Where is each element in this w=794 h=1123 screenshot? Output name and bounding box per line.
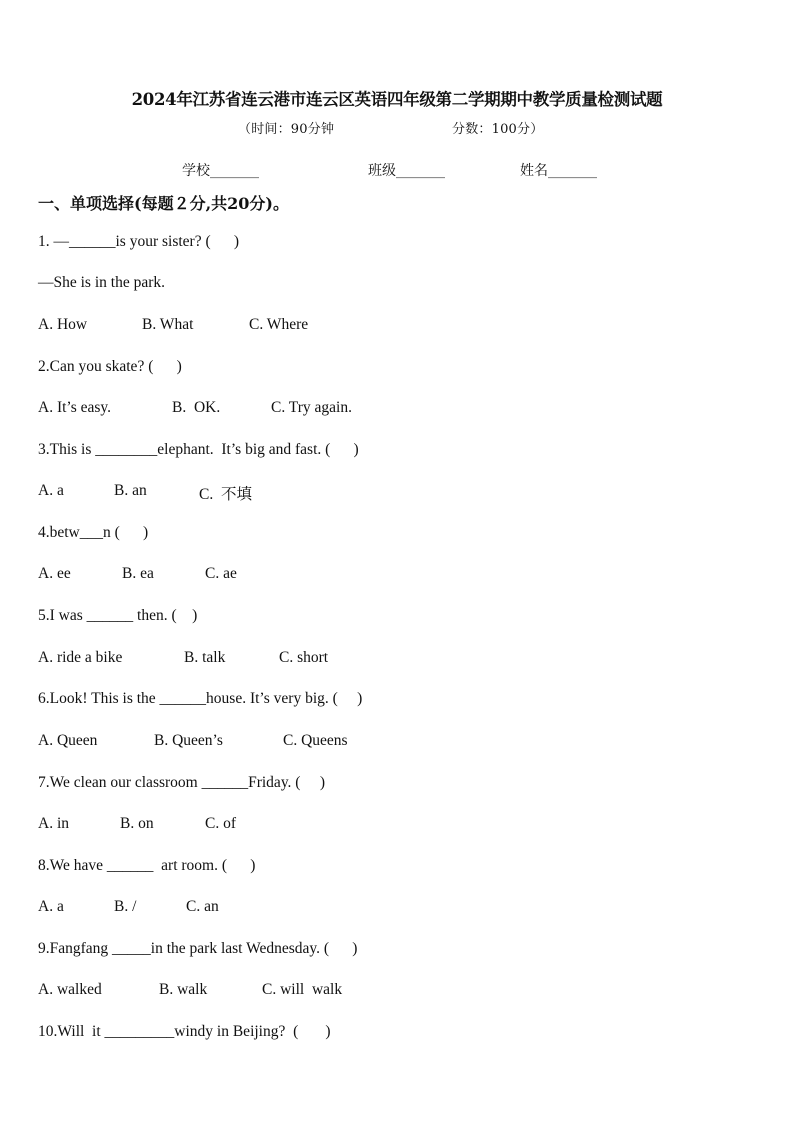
question-2-stem: 2.Can you skate? ( ) [38, 358, 182, 375]
question-9-option-c: C. will walk [262, 981, 343, 998]
question-2-option-b: B. OK. [172, 399, 221, 416]
question-10-stem: 10.Will it _________windy in Beijing? ( ) [38, 1023, 331, 1040]
question-2-option-a: A. It’s easy. [38, 399, 112, 416]
question-6-option-a: A. Queen [38, 732, 98, 749]
exam-title: 2024年江苏省连云港市连云区英语四年级第二学期期中教学质量检测试题 [131, 90, 663, 109]
exam-score: 分数：100分） [452, 122, 544, 137]
question-7-option-a: A. in [38, 815, 69, 832]
question-5-option-a: A. ride a bike [38, 649, 123, 666]
question-3-stem: 3.This is ________elephant. It’s big and fast. ( ) [38, 441, 359, 458]
question-5-stem: 5.I was ______ then. ( ) [38, 607, 198, 624]
question-4-option-a: A. ee [38, 565, 71, 582]
question-8-option-c: C. an [186, 898, 219, 915]
question-7-option-c: C. of [205, 815, 236, 832]
question-9-stem: 9.Fangfang _____in the park last Wednesday. ( ) [38, 940, 358, 957]
question-7-stem: 7.We clean our classroom ______Friday. ( ) [38, 774, 326, 791]
exam-time: （时间：90分钟 [238, 122, 335, 137]
question-8-option-a: A. a [38, 898, 64, 915]
name-field: 姓名_______ [520, 163, 597, 179]
school-field: 学校_______ [182, 163, 259, 179]
question-3-option-b: B. an [114, 482, 147, 499]
question-9-option-b: B. walk [159, 981, 208, 998]
question-1-answer-line: —She is in the park. [38, 274, 165, 291]
question-1-option-a: A. How [38, 316, 88, 333]
question-1-stem: 1. —______is your sister? ( ) [38, 233, 240, 250]
question-2-option-c: C. Try again. [271, 399, 352, 416]
question-4-stem: 4.betw___n ( ) [38, 524, 149, 541]
question-4-option-b: B. ea [122, 565, 154, 582]
question-4-option-c: C. ae [205, 565, 237, 582]
question-6-option-b: B. Queen’s [154, 732, 223, 749]
question-9-option-a: A. walked [38, 981, 102, 998]
question-8-option-b: B. / [114, 898, 137, 915]
class-field: 班级_______ [368, 163, 445, 179]
question-1-option-c: C. Where [249, 316, 309, 333]
question-6-stem: 6.Look! This is the ______house. It’s very big. ( ) [38, 690, 363, 707]
section-title: 一、单项选择(每题２分,共20分)。 [38, 194, 289, 213]
question-1-option-b: B. What [142, 316, 194, 333]
question-8-stem: 8.We have ______ art room. ( ) [38, 857, 256, 874]
question-6-option-c: C. Queens [283, 732, 348, 749]
question-3-option-a: A. a [38, 482, 64, 499]
question-5-option-b: B. talk [184, 649, 226, 666]
question-5-option-c: C. short [279, 649, 329, 666]
question-7-option-b: B. on [120, 815, 154, 832]
question-3-option-c: C. 不填 [199, 486, 252, 503]
